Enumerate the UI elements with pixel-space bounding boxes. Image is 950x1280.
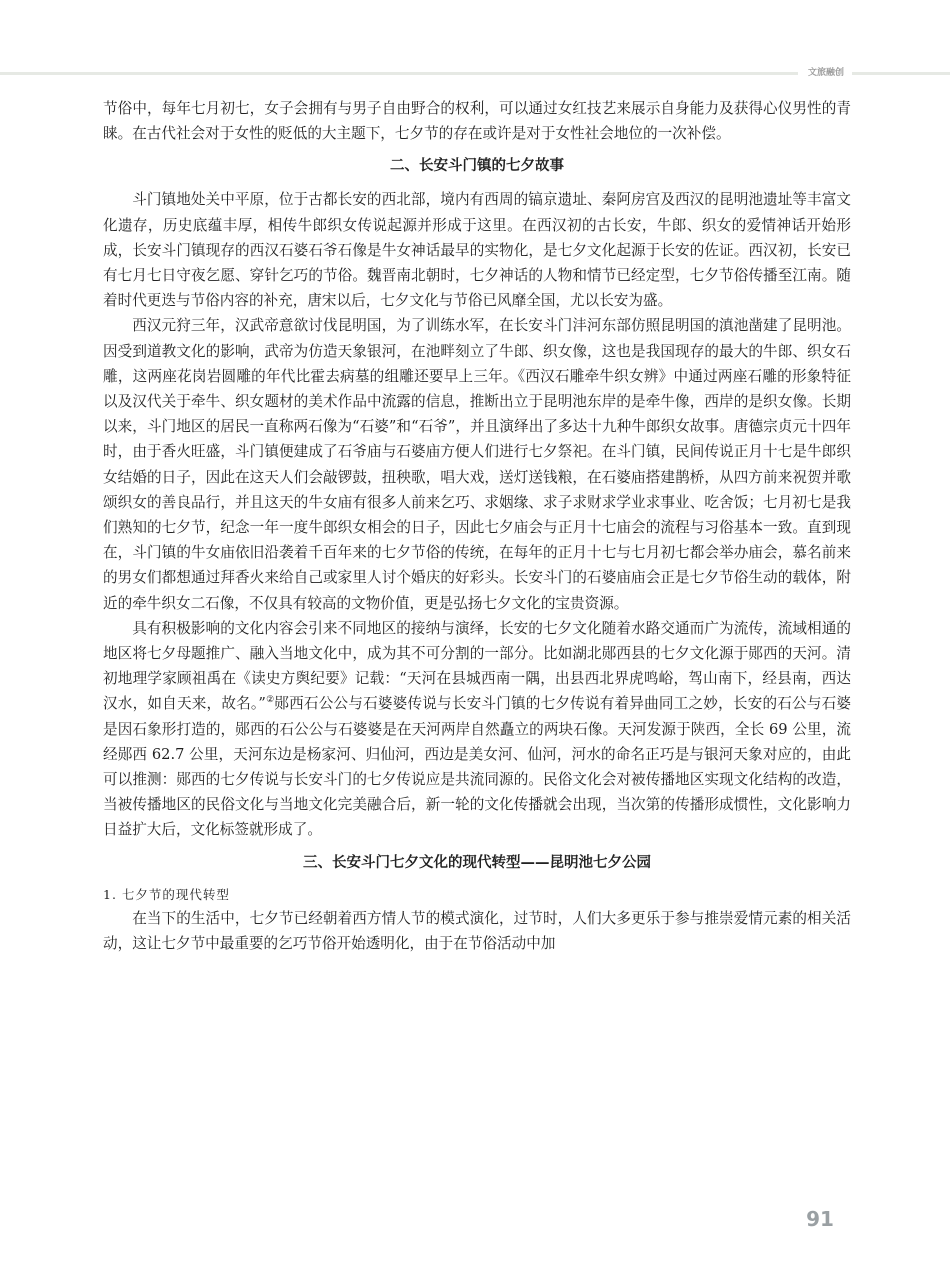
paragraph: 西汉元狩三年，汉武帝意欲讨伐昆明国，为了训练水军，在长安斗门沣河东部仿照昆明国的滇池凿建了昆明池。因受到道教文化的影响，武帝为仿造天象银河，在池畔刻立了牛郎、织女像，这也是我国现存的最大的牛郎、织女石雕，这两座花岗岩圆雕的年代比霍去病墓的组雕还要早上三年。《西汉石雕牵牛织女辨》中通过两座石雕的形象特征以及汉代关于牵牛、织女题材的美术作品中流露的信息，推断出立于昆明池东岸的是牵牛像，西岸的是织女像。长期以来，斗门地区的居民一直称两石像为“石婆”和“石爷”，并且演绎出了多达十九种牛郎织女故事。唐德宗贞元十四年时，由于香火旺盛，斗门镇便建成了石爷庙与石婆庙方便人们进行七夕祭祀。在斗门镇，民间传说正月十七是牛郎织女结婚的日子，因此在这天人们会敲锣鼓，扭秧歌，唱大戏，送灯送钱粮，在石婆庙搭建鹊桥，从四方前来祝贺并歌颂织女的善良品行，并且这天的牛女庙有很多人前来乞巧、求姻缘、求子求财求学业求事业、吃舍饭；七月初七是我们熟知的七夕节，纪念一年一度牛郎织女相会的日子，因此七夕庙会与正月十七庙会的流程与习俗基本一致。直到现在，斗门镇的牛女庙依旧沿袭着千百年来的七夕节俗的传统，在每年的正月十七与七月初七都会举办庙会，慕名前来的男女们都想通过拜香火来给自己或家里人讨个婚庆的好彩头。长安斗门的石婆庙庙会正是七夕节俗生动的载体，附近的牵牛织女二石像，不仅具有较高的文物价值，更是弘扬七夕文化的宝贵资源。 — [103, 317, 851, 612]
paragraph: 在当下的生活中，七夕节已经朝着西方情人节的模式演化，过节时，人们大多更乐于参与推崇爱情元素的相关活动，这让七夕节中最重要的乞巧节俗开始透明化，由于在节俗活动中加 — [103, 909, 851, 952]
paragraph: 斗门镇地处关中平原，位于古都长安的西北部，境内有西周的镐京遗址、秦阿房宫及西汉的昆明池遗址等丰富文化遗存，历史底蕴丰厚，相传牛郎织女传说起源并形成于这里。在西汉初的古长安，牛郎、织女的爱情神话开始形成，长安斗门镇现存的西汉石婆石爷石像是牛女神话最早的实物化，是七夕文化起源于长安的佐证。西汉初，长安已有七月七日守夜乞愿、穿针乞巧的节俗。魏晋南北朝时，七夕神话的人物和情节已经定型，七夕节俗传播至江南。随着时代更迭与节俗内容的补充，唐宋以后，七夕文化与节俗已风靡全国，尤以长安为盛。 — [103, 191, 851, 310]
section-heading-3: 三、长安斗门七夕文化的现代转型——昆明池七夕公园 — [303, 854, 651, 871]
paragraph-text: 具有积极影响的文化内容会引来不同地区的接纳与演绎，长安的七夕文化随着水路交通而广为流传，流域相通的地区将七夕母题推广、融入当地文化中，成为其不可分割的一部分。比如湖北郧西县的七夕文化源于郧西的天河。清初地理学家顾祖禹在《读史方舆纪要》记载：“天河在县城西南一隅，出县西北界虎鸣峪，驾山南下，经县南，西达汉水，如自天来，故名。” — [103, 619, 851, 713]
article-body — [103, 96, 851, 956]
paragraph: 节俗中，每年七月初七，女子会拥有与男子自由野合的权利，可以通过女红技艺来展示自身能力及获得心仪男性的青睐。在古代社会对于女性的贬低的大主题下，七夕节的存在或许是对于女性社会地位的一次补偿。 — [103, 100, 851, 143]
paragraph-text: 郧西石公公与石婆婆传说与长安斗门镇的七夕传说有着异曲同工之妙，长安的石公与石婆是因石象形打造的，郧西的石公公与石婆婆是在天河两岸自然矗立的两块石像。天河发源于陕西，全长 69 公里，流经郧西 62.7 公里，天河东边是杨家河、归仙河，西边是美女河、仙河，河水的命名正巧是与银河天象对应的，由此可以推测：郧西的七夕传说与长安斗门的七夕传说应是共流同源的。民俗文化会对被传播地区实现文化结构的改造，当被传播地区的民俗文化与当地文化完美融合后，新一轮的文化传播就会出现，当次第的传播形成惯性，文化影响力日益扩大后，文化标签就形成了。 — [103, 695, 851, 839]
section-label: 文旅融创 — [807, 68, 844, 78]
section-heading-2: 二、长安斗门镇的七夕故事 — [390, 158, 564, 175]
footnote-marker: ② — [265, 695, 275, 706]
page-number: 91 — [806, 1207, 834, 1231]
paragraph-with-footnote — [103, 616, 851, 843]
subsection-heading: 1. 七夕节的现代转型 — [103, 886, 230, 902]
header-rule — [0, 72, 798, 75]
header-rule-right — [852, 72, 950, 75]
